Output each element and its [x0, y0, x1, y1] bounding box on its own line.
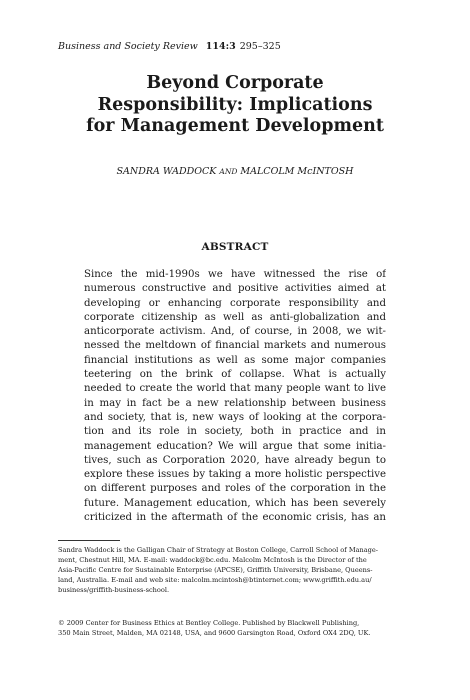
abstract-line: tives, such as Corporation 2020, have already begun to	[84, 454, 386, 466]
running-head	[58, 41, 281, 52]
author-second: MALCOLM McINTOSH	[240, 166, 354, 177]
footnote-divider	[58, 540, 120, 541]
abstract-line: management education? We will argue that some initia-	[84, 440, 386, 452]
abstract-line: needed to create the world that many people want to live	[84, 383, 386, 395]
abstract-line: future. Management education, which has been severely	[84, 497, 386, 509]
abstract-line: tion and its role in society, both in practice and in	[84, 426, 386, 438]
footnote-line: Asia-Pacific Centre for Sustainable Enterprise (APCSE), Griffith University, Brisbane, Queens-	[58, 566, 373, 574]
abstract-line: nessed the meltdown of financial markets and numerous	[84, 340, 386, 352]
title-line: Beyond Corporate	[146, 73, 324, 93]
abstract-line: corporate citizenship as well as anti-globalization and	[84, 311, 386, 323]
copyright-line: 350 Main Street, Malden, MA 02148, USA, and 9600 Garsington Road, Oxford OX4 2DQ, UK.	[58, 629, 371, 637]
abstract-body	[84, 268, 386, 525]
copyright-notice	[58, 618, 414, 638]
copyright-line: © 2009 Center for Business Ethics at Bentley College. Published by Blackwell Publishing,	[58, 619, 360, 627]
abstract-line: teetering on the brink of collapse. What is actually	[84, 369, 386, 381]
footnote-line: land, Australia. E-mail and web site: malcolm.mcintosh@btinternet.com; www.griffith.edu.au/	[58, 576, 372, 584]
abstract-line: numerous constructive and positive activities aimed at	[84, 283, 386, 295]
abstract-line: Since the mid-1990s we have witnessed the rise of	[84, 269, 386, 280]
title-line: Responsibility: Implications	[97, 94, 373, 115]
abstract-line: on different purposes and roles of the corporation in the	[84, 483, 386, 495]
abstract-line: financial institutions as well as some major companies	[84, 354, 386, 366]
author-conjunction: AND	[219, 167, 238, 176]
journal-name: Business and Society Review	[58, 41, 198, 52]
author-first: SANDRA WADDOCK	[116, 166, 217, 177]
footnote-line: business/griffith-business-school.	[58, 586, 170, 594]
abstract-line: in may in fact be a new relationship between business	[84, 397, 386, 409]
abstract-heading: ABSTRACT	[201, 241, 269, 253]
author-footnote	[58, 545, 414, 595]
abstract-line: explore these issues by taking a more holistic perspective	[84, 469, 386, 481]
abstract-line: anticorporate activism. And, of course, in 2008, we wit-	[84, 326, 386, 338]
page-range: 295–325	[239, 41, 281, 52]
abstract-line: criticized in the aftermath of the economic crisis, has an	[84, 512, 386, 524]
title-line: for Management Development	[86, 116, 384, 136]
abstract-line: and society, that is, new ways of looking at the corpora-	[84, 411, 386, 423]
footnote-line: ment, Chestnut Hill, MA. E-mail: waddock@bc.edu. Malcolm McIntosh is the Director of the	[58, 556, 367, 564]
footnote-line: Sandra Waddock is the Galligan Chair of Strategy at Boston College, Carroll School of Manage-	[58, 546, 379, 554]
article-title	[20, 73, 450, 138]
volume-issue: 114:3	[205, 41, 236, 52]
abstract-line: developing or enhancing corporate responsibility and	[84, 297, 386, 309]
author-byline	[20, 166, 450, 177]
